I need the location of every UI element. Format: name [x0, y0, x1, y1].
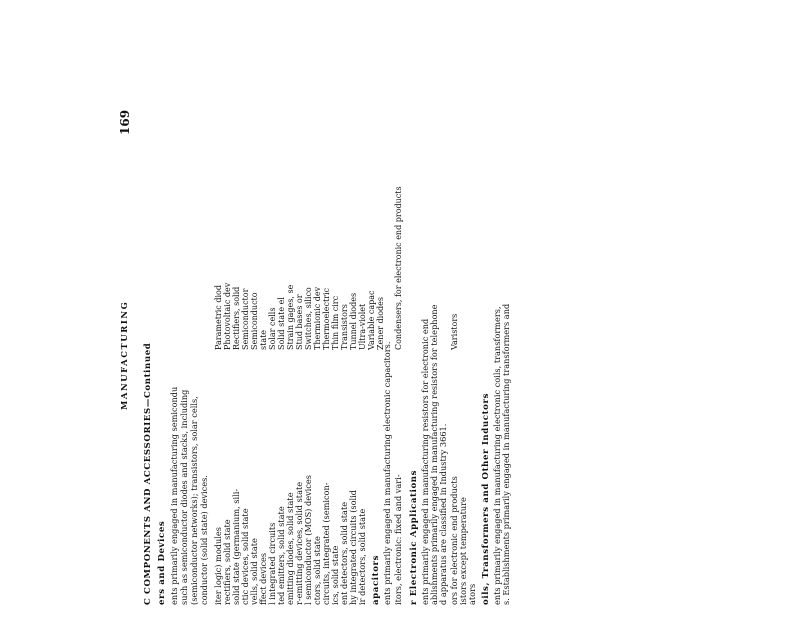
text-line: d apparatus are classified in Industry 3661.	[438, 423, 448, 605]
list-item: iter logic) modules	[213, 527, 223, 605]
text-line: such as semiconductor diodes and stacks, including	[179, 389, 189, 605]
running-head: MANUFACTURING	[119, 300, 129, 410]
list-item: ators	[467, 583, 477, 605]
list-item: ted emitters, solid state	[276, 506, 286, 605]
page-number: 169	[118, 109, 132, 135]
list-item: Thermionic dev	[313, 286, 322, 350]
list-item: Thin film circ	[331, 295, 340, 350]
text-line: ablishments primarily engaged in manufacturing resistors for telephone	[429, 304, 439, 605]
text-line: ents primarily engaged in manufacturing electronic coils, transformers,	[492, 306, 502, 605]
list-item: Solar cells	[268, 307, 277, 350]
list-item: Zener diodes	[376, 296, 385, 350]
list-item: Rectifiers, solid	[232, 286, 241, 350]
section-heading: C COMPONENTS AND ACCESSORIES—Continued	[143, 342, 153, 605]
list-item: solid state (germanium, sili-	[231, 488, 241, 605]
text-line: s. Establishments primarily engaged in manufacturing transformers and	[501, 303, 511, 605]
list-item: itors, electronic: fixed and vari-	[393, 474, 403, 605]
list-item: Strain gages, se	[286, 284, 295, 350]
list-item: state	[259, 329, 268, 350]
list-item: Transistors	[340, 304, 349, 350]
list-item: ics, solid state	[330, 545, 340, 605]
right-column-item: Condensers, for electronic end products	[394, 186, 403, 350]
list-item: Solid state el	[277, 297, 286, 350]
list-item: l semiconductor (MOS) devices	[303, 475, 313, 605]
list-item: Stud bases or	[295, 294, 304, 350]
list-item: l integrated circuits	[267, 522, 277, 605]
subheading: ers and Devices	[157, 520, 167, 605]
rotated-text-block	[118, 109, 511, 605]
list-item: ctic devices, solid state	[240, 508, 250, 605]
list-item: rectifiers, solid state	[222, 519, 232, 605]
list-item: ent detectors, solid state	[339, 501, 349, 605]
list-item: ffect devices	[258, 552, 268, 605]
list-item: vells, solid state	[249, 538, 259, 605]
right-column-item: Varistors	[450, 313, 459, 350]
text-line: ents primarily engaged in manufacturing resistors for electronic end	[420, 318, 430, 605]
list-item: emitting diodes, solid state	[285, 492, 295, 605]
text-line: (semiconductor networks); transistors, solar cells,	[189, 396, 199, 605]
right-column-list	[214, 283, 385, 350]
list-item: r-emitting devices, solid state	[294, 481, 304, 605]
list-item: Ultra-violet	[358, 303, 367, 350]
list-item: Photovoltaic dev	[223, 282, 232, 350]
list-item: Variable capac	[367, 290, 376, 350]
text-line: conductor (solid state) devices.	[199, 475, 209, 605]
subheading: r Electronic Applications	[409, 469, 419, 605]
list-item: hy integrated circuits (solid	[348, 489, 358, 605]
list-item: ors for electronic end products	[449, 476, 459, 605]
text-line: ents primarily engaged in manufacturing semicondu	[169, 386, 179, 605]
list-item: Tunnel diodes	[349, 292, 358, 350]
subheading: oils, Transformers and Other Inductors	[481, 392, 491, 605]
subheading: apacitors	[371, 554, 381, 605]
list-item: ir detectors, solid state	[357, 508, 367, 605]
list-item: Semiconducto	[250, 292, 259, 350]
list-item: Thermoelectric	[322, 287, 331, 350]
list-item: Switches, silico	[304, 287, 313, 350]
list-item: circuits, integrated (semicon-	[321, 482, 331, 605]
list-item: ctors, solid state	[312, 536, 322, 605]
scanned-page	[118, 109, 511, 605]
list-item: Semiconductor	[241, 288, 250, 350]
list-item: istors except temperature	[458, 497, 468, 605]
text-line: ents primarily engaged in manufacturing electronic capacitors.	[382, 341, 392, 605]
list-item: Parametric diod	[214, 285, 223, 350]
